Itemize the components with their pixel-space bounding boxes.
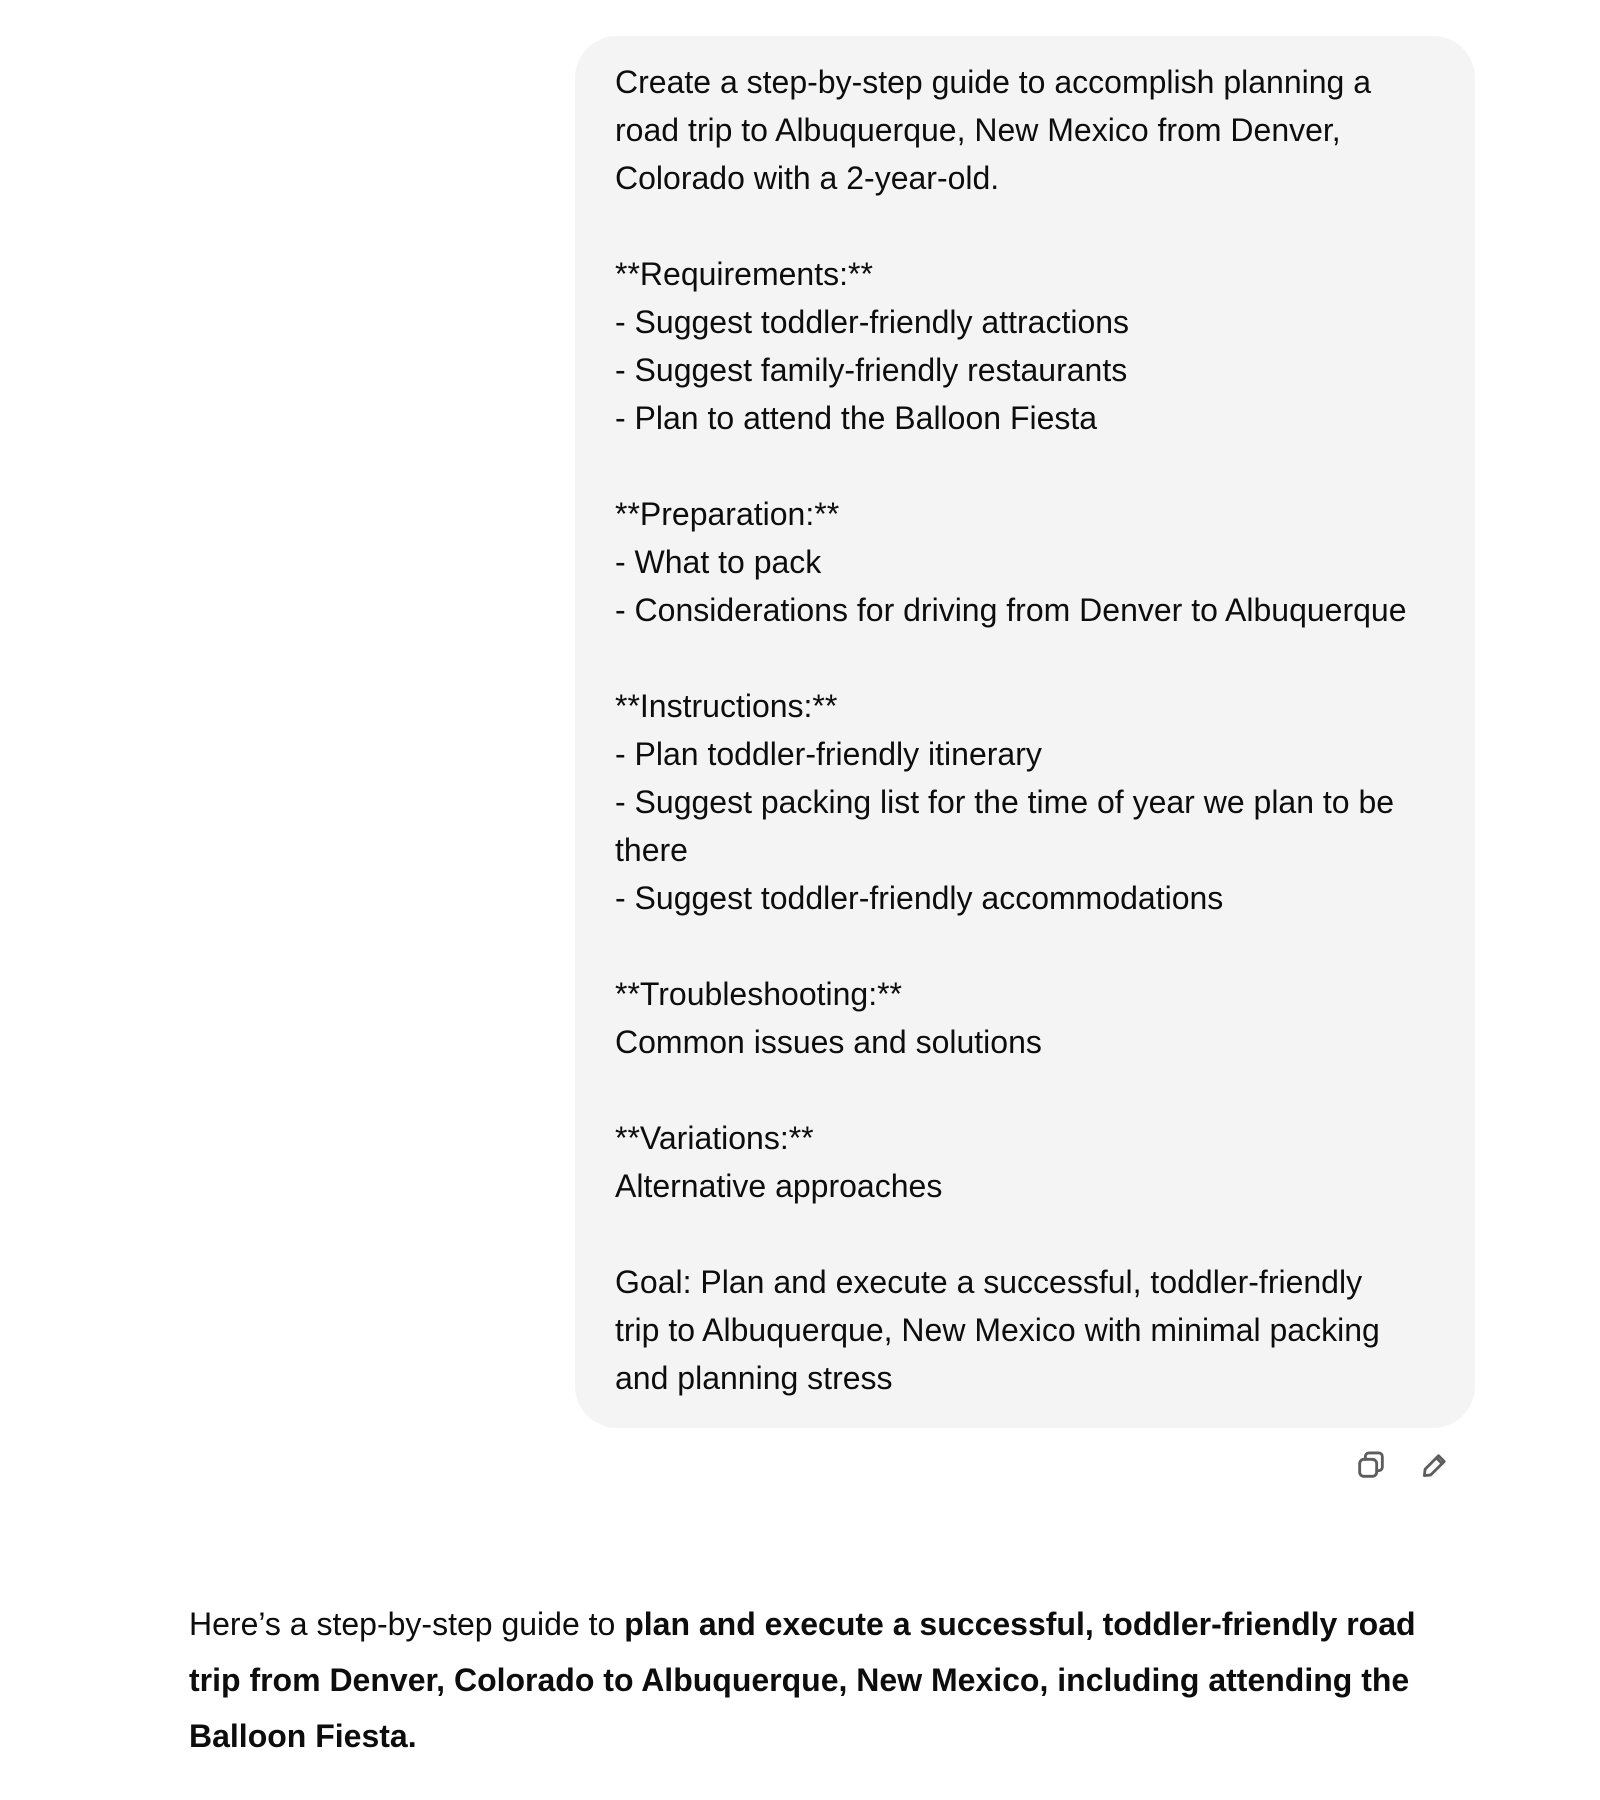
user-message-bubble (575, 36, 1475, 1428)
instructions-heading: **Instructions:** (615, 688, 838, 724)
requirement-item: - Suggest toddler-friendly attractions (615, 304, 1130, 340)
goal-line: and planning stress (615, 1360, 893, 1396)
copy-icon (1354, 1448, 1388, 1482)
goal-line: trip to Albuquerque, New Mexico with minimal packing (615, 1312, 1380, 1348)
instruction-item: there (615, 832, 688, 868)
variations-heading: **Variations:** (615, 1120, 814, 1156)
requirements-heading: **Requirements:** (615, 256, 873, 292)
instruction-item: - Plan toddler-friendly itinerary (615, 736, 1042, 772)
intro-line: Create a step-by-step guide to accomplish planning a (615, 64, 1371, 100)
goal-line: Goal: Plan and execute a successful, toddler-friendly (615, 1264, 1363, 1300)
intro-line: Colorado with a 2-year-old. (615, 160, 1000, 196)
requirement-item: - Plan to attend the Balloon Fiesta (615, 400, 1098, 436)
troubleshooting-heading: **Troubleshooting:** (615, 976, 902, 1012)
intro-line: road trip to Albuquerque, New Mexico from Denver, (615, 112, 1341, 148)
pencil-icon (1418, 1448, 1452, 1482)
preparation-heading: **Preparation:** (615, 496, 840, 532)
assistant-lead-text: Here’s a step-by-step guide to (189, 1606, 625, 1642)
copy-button[interactable] (1352, 1446, 1390, 1484)
instruction-item: - Suggest packing list for the time of year we plan to be (615, 784, 1395, 820)
instruction-item: - Suggest toddler-friendly accommodations (615, 880, 1224, 916)
edit-button[interactable] (1416, 1446, 1454, 1484)
assistant-message (189, 1596, 1459, 1764)
variations-text: Alternative approaches (615, 1168, 943, 1204)
preparation-item: - Considerations for driving from Denver to Albuquerque (615, 592, 1407, 628)
preparation-item: - What to pack (615, 544, 822, 580)
assistant-bold-text: plan and execute a successful, toddler-friendly road trip from Denver, Colorado to Albuquerque, New Mexico, including attending the Balloon Fiesta. (189, 1606, 1416, 1754)
requirement-item: - Suggest family-friendly restaurants (615, 352, 1128, 388)
message-actions (1352, 1446, 1454, 1484)
troubleshooting-text: Common issues and solutions (615, 1024, 1042, 1060)
